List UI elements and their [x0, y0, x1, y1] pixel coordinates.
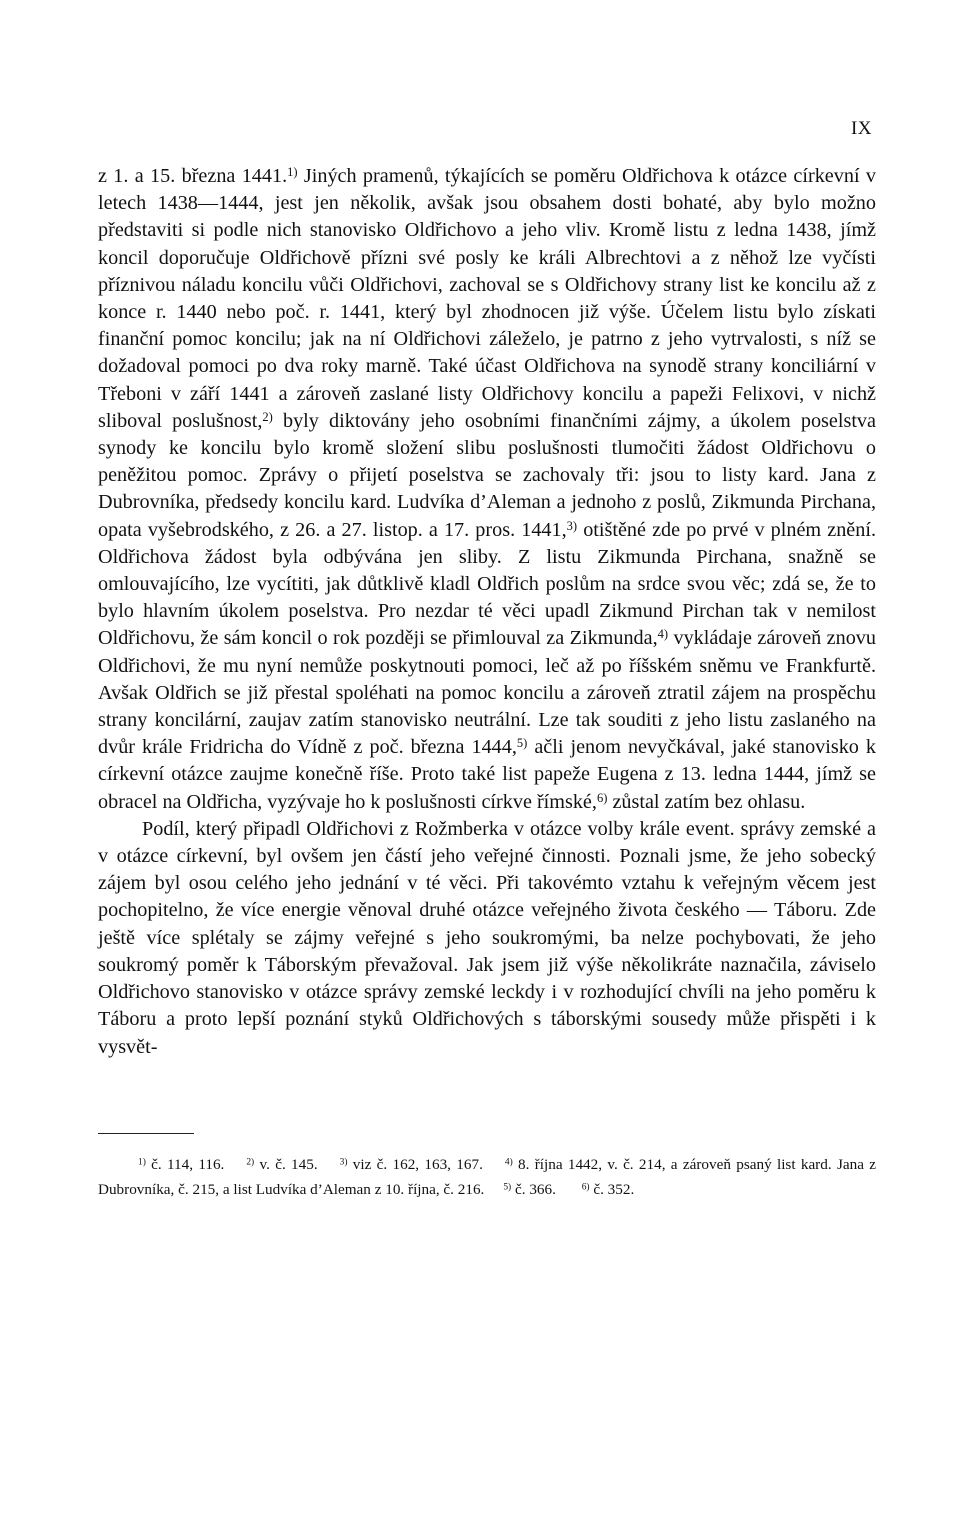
footnote-mark: 2)	[246, 1157, 255, 1168]
footnote-1	[138, 1156, 224, 1173]
footnote-divider	[98, 1133, 194, 1134]
text-run: ačli jenom nevyčkával, jaké stanovisko k církevní otázce zaujme konečně říše. Proto také list papeže Eugena z 13. ledna 1444, jímž se obracel na Oldřicha, vyzývaje ho k poslušnosti církve římské,	[98, 736, 877, 813]
footnote-ref: 4)	[657, 627, 669, 642]
footnote-text: č. 366.	[511, 1181, 556, 1198]
text-run: z 1. a 15. března 1441.	[98, 165, 288, 187]
text-run: zůstal zatím bez ohlasu.	[607, 790, 806, 813]
footnote-mark: 3)	[339, 1157, 348, 1168]
page-number: IX	[850, 118, 872, 139]
footnote-ref: 1)	[287, 164, 298, 179]
text-run: vykládaje zároveň znovu Oldřichovi, že mu nyní nemůže poskytnouti pomoci, leč až po říšském sněmu ve Frankfurtě. Avšak Oldřich se již přestal spoléhati na pomoc koncilu a zároveň ztratil zájem na prospěchu strany koncilární, zaujav zatím stanovisko neutrální. Lze tak souditi z jeho listu zaslaného na dvůr krále Fridricha do Vídně z poč. března 1444,	[98, 627, 876, 759]
body-text	[98, 163, 876, 1061]
footnote-3	[340, 1156, 483, 1173]
paragraph-1	[98, 163, 876, 816]
footnotes	[98, 1152, 876, 1202]
footnote-block	[98, 1152, 876, 1202]
text-run: Jiných pramenů, týkajících se poměru Oldřichova k otázce církevní v letech 1438—1444, jest jen několik, avšak jsou obsahem dosti bohaté, aby bylo možno představiti si podle nich stanovisko Oldřichovo a jeho vliv. Kromě listu z ledna 1438, jímž koncil doporučuje Oldřichově přízni své posly ke králi Albrechtovi a z něhož lze vyčísti příznivou náladu koncilu vůči Oldřichovi, zachoval se s Oldřichovy strany list ke koncilu až z konce r. 1440 nebo poč. r. 1441, který byl zhodnocen již výše. Účelem listu bylo získati finanční pomoc koncilu; jak na ní Oldřichovi záleželo, je patrno z jeho vytrvalosti, s níž se dožadoval pomoci po dva roky marně. Také účast Oldřichova na synodě strany konciliární v Třeboni v září 1441 a zároveň zaslané listy Oldřichovy koncilu a papeži Felixovi, v nichž sliboval poslušnost,	[98, 165, 876, 432]
footnote-ref: 6)	[596, 790, 608, 805]
footnote-mark: 1)	[138, 1157, 146, 1168]
footnote-6	[582, 1181, 635, 1198]
footnote-2	[246, 1156, 317, 1173]
footnote-text: č. 352.	[589, 1181, 635, 1198]
footnote-mark: 5)	[503, 1182, 512, 1193]
footnote-text: viz č. 162, 163, 167.	[347, 1156, 483, 1173]
footnote-ref: 3)	[566, 518, 578, 533]
paragraph-2: Podíl, který připadl Oldřichovi z Rožmberka v otázce volby krále event. správy zemské a v otázce církevní, byl ovšem jen částí jeho veřejné činnosti. Poznali jsme, že jeho sobecký zájem byl osou celého jeho jednání v té věci. Při takovémto vztahu k veřejným věcem jest pochopitelno, že více energie věnoval druhé otázce veřejného života českého — Táboru. Zde ještě více splétaly se zájmy veřejné s jeho soukromými, ba nelze pochybovati, že jeho soukromý poměr k Táborským převažoval. Jak jsem již výše několikráte naznačila, záviselo Oldřichovo stanovisko v otázce správy zemské leckdy i v rozhodující chvíli na jeho poměru k Táboru a proto lepší poznání styků Oldřichových s táborskými sousedy může přispěti i k vysvět-	[98, 817, 876, 1058]
footnote-mark: 4)	[504, 1157, 513, 1168]
footnote-text: v. č. 145.	[254, 1156, 318, 1173]
footnote-text: č. 114, 116.	[145, 1156, 225, 1173]
text-run: byly diktovány jeho osobními finančními zájmy, a úkolem poselstva synody ke koncilu bylo kromě složení slibu poslušnosti tlumočiti žádost Oldřichovu o peněžitou pomoc. Zprávy o přijetí poselstva se zachovaly tři: jsou to listy kard. Jana z Dubrovníka, předsedy koncilu kard. Ludvíka d’Aleman a jednoho z poslů, Zikmunda Pirchana, opata vyšebrodského, z 26. a 27. listop. a 17. pros. 1441,	[98, 409, 876, 541]
footnote-ref: 2)	[262, 409, 273, 424]
footnote-mark: 6)	[581, 1182, 590, 1193]
text-run: otištěné zde po prvé v plném znění. Oldřichova žádost byla odbývána jen sliby. Z listu Zikmunda Pirchana, snažně se omlouvajícího, lze vycítiti, jak důtklivě kladl Oldřich poslům na srdce svou věc; zdá se, že to bylo hlavním úkolem poselstva. Pro nezdar té věci upadl Zikmund Pirchan tak v nemilost Oldřichovu, že sám koncil o rok později se přimlouval za Zikmunda,	[98, 518, 876, 650]
footnote-ref: 5)	[516, 736, 528, 751]
footnote-5	[503, 1181, 556, 1198]
footnote-text: 8. října 1442, v. č. 214, a zároveň psaný list kard. Jana z Dubrovníka, č. 215, a list Ludvíka d’Aleman z 10. října, č. 216.	[98, 1156, 876, 1198]
